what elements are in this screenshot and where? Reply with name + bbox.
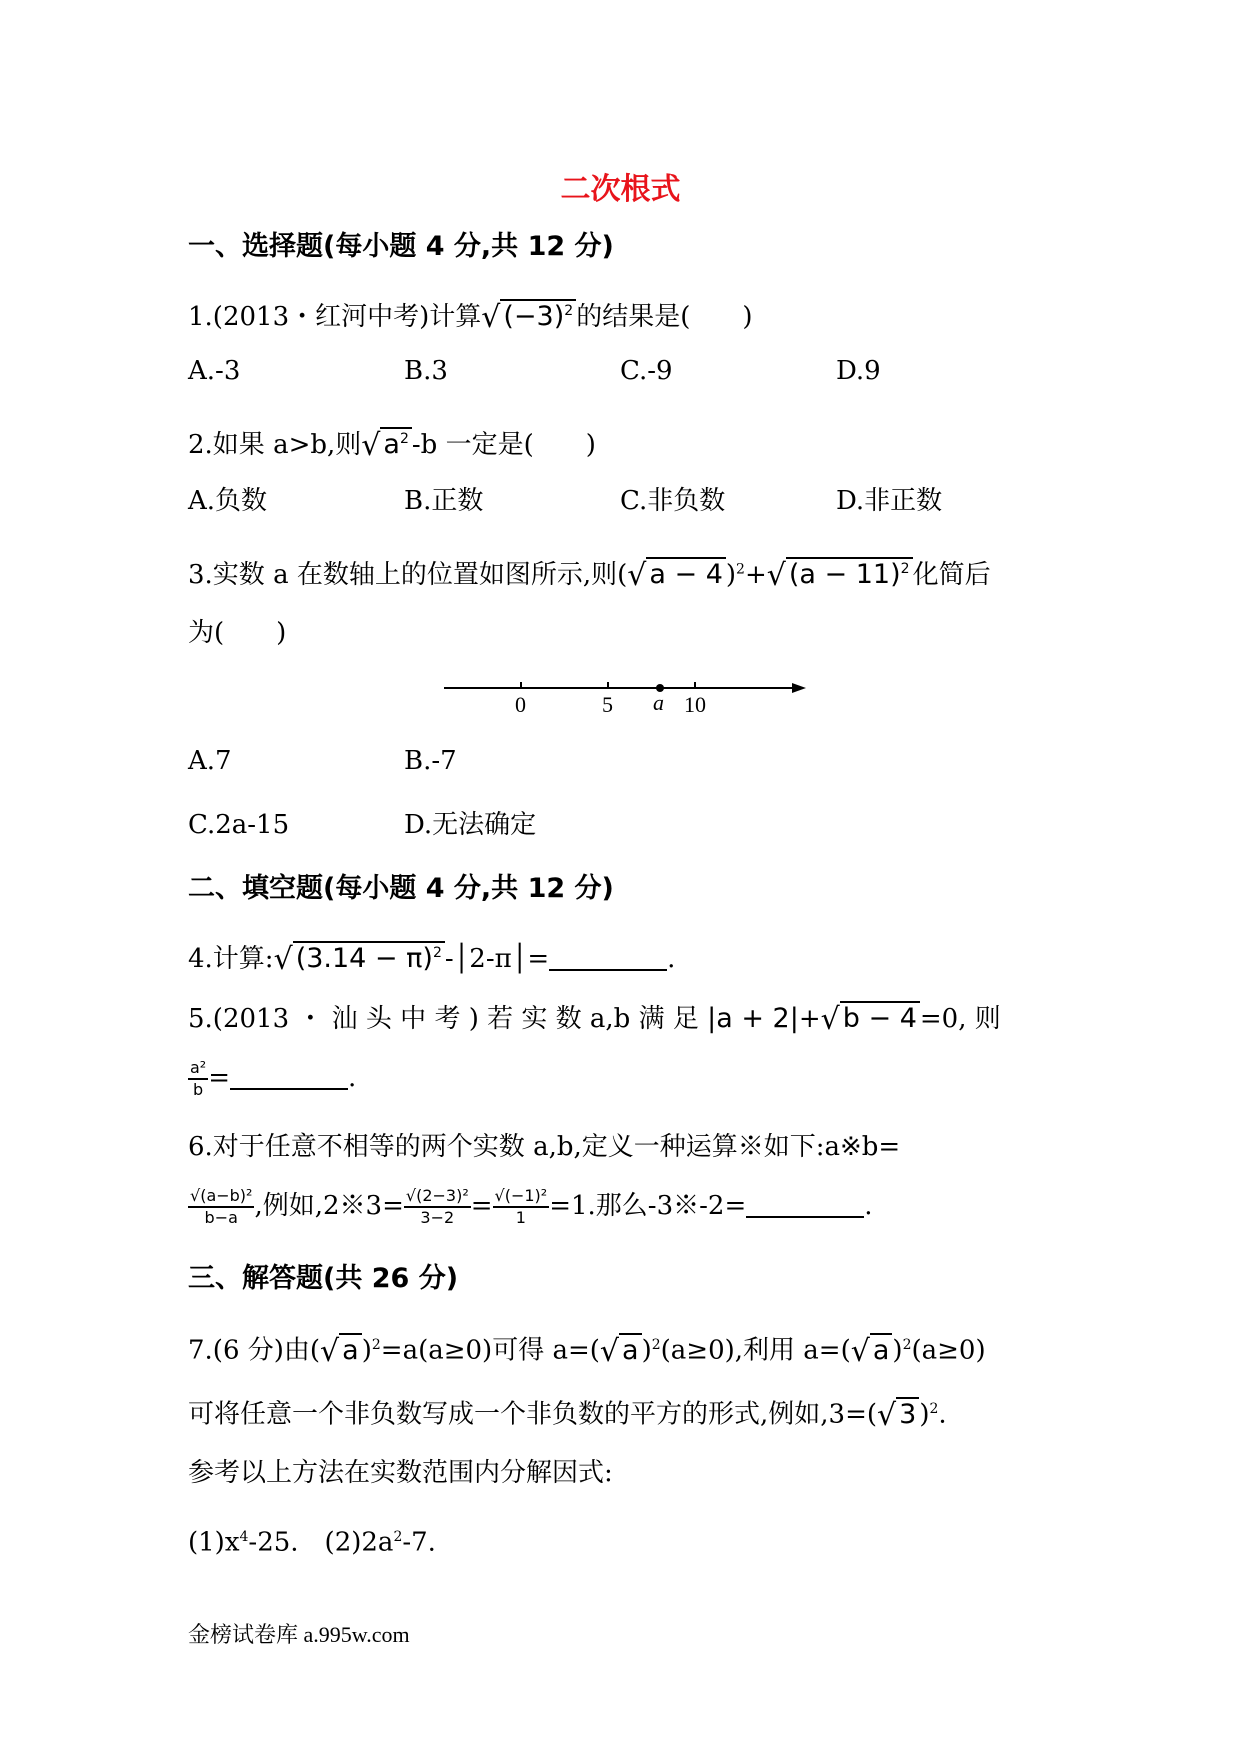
question-7-line-2: 可将任意一个非负数写成一个非负数的平方的形式,例如,3=(√ 3 )$^2$. xyxy=(188,1397,947,1433)
fraction: $\frac{\text{a²}}{b}$ xyxy=(190,1058,207,1099)
radical: √ 3 xyxy=(877,1398,919,1433)
fraction: $\frac{\text{√(2−3)²}}{3-2}$ xyxy=(405,1186,469,1227)
q1-option-c: C.-9 xyxy=(620,356,673,386)
radical: √ b − 4 xyxy=(821,1002,920,1037)
radical: √ $(-3)^2$ xyxy=(481,294,576,335)
q2-option-a: A.负数 xyxy=(188,486,268,516)
point-label-a: a xyxy=(653,690,664,715)
page-title: 二次根式 xyxy=(560,172,681,207)
fraction: $\frac{\text{√(−1)²}}{1}$ xyxy=(494,1186,548,1227)
question-7: 7.(6 分)由(√ a )$^2$=a(a≥0)可得 a=(√ a )$^2$(a≥0),利用 a=(√ a )$^2$(a≥0) xyxy=(188,1333,986,1369)
radical: √ $(a - 11)^2$ xyxy=(767,552,913,593)
question-2: 2.如果 a>b,则√ $a^2$ -b 一定是( ) xyxy=(188,422,596,463)
question-7-line-3: 参考以上方法在实数范围内分解因式: xyxy=(188,1458,613,1488)
q2-option-b: B.正数 xyxy=(404,486,484,516)
radical: √ a xyxy=(600,1334,642,1369)
tick-label-5: 5 xyxy=(602,692,613,717)
question-5-line-2: $\frac{\text{a²}}{b}$ = . xyxy=(190,1058,357,1099)
question-7-line-4: $(1)x^4-25$. $(2)2a^2-7$. xyxy=(188,1527,436,1558)
answer-blank[interactable] xyxy=(746,1192,864,1218)
question-5: 5.(2013 ・ 汕 头 中 考 ) 若 实 数 a,b 满 足 |a + 2|+√ b − 4 =0, 则 xyxy=(188,1002,1001,1037)
answer-blank[interactable] xyxy=(549,945,667,971)
fraction: $\frac{\text{√(a−b)²}}{b-a}$ xyxy=(190,1186,253,1227)
tick-label-0: 0 xyxy=(515,692,526,717)
question-1: 1.(2013・红河中考)计算√ $(-3)^2$ 的结果是( ) xyxy=(188,294,752,335)
radical: √ a − 4 xyxy=(627,558,726,593)
q2-option-c: C.非负数 xyxy=(620,486,726,516)
q3-option-b: B.-7 xyxy=(404,746,457,776)
q1-option-b: B.3 xyxy=(404,356,448,386)
tick-label-10: 10 xyxy=(684,692,706,717)
question-4: 4.计算:√ $(3.14 - \pi)^2$ -│2-π│= . xyxy=(188,936,675,977)
footer-source: 金榜试卷库 a.995w.com xyxy=(188,1622,410,1647)
q1-option-d: D.9 xyxy=(836,356,881,386)
number-line xyxy=(436,668,816,718)
q1-option-a: A.-3 xyxy=(188,356,241,386)
q3-option-d: D.无法确定 xyxy=(404,810,537,840)
section-3-heading: 三、解答题(共 26 分) xyxy=(188,1263,459,1294)
radical: √ a xyxy=(320,1334,362,1369)
radical: √ $(3.14 - \pi)^2$ xyxy=(274,936,445,977)
answer-blank[interactable] xyxy=(230,1064,348,1090)
q3-option-a: A.7 xyxy=(188,746,232,776)
radical: √ $a^2$ xyxy=(361,422,412,463)
q2-option-d: D.非正数 xyxy=(836,486,943,516)
question-3-line-2: 为( ) xyxy=(188,618,287,648)
question-6-line-2: $\frac{\text{√(a−b)²}}{b-a}$ ,例如,2※3= $\frac{\text{√(2−3)²}}{3-2}$ = $\frac{\text{√(−1)²}}{1}$ =1.那么-3※-2= . xyxy=(190,1186,873,1227)
radical: √ a xyxy=(851,1334,893,1369)
section-2-heading: 二、填空题(每小题 4 分,共 12 分) xyxy=(188,873,614,904)
arrow-head xyxy=(792,683,806,693)
q3-option-c: C.2a-15 xyxy=(188,810,290,840)
section-1-heading: 一、选择题(每小题 4 分,共 12 分) xyxy=(188,231,614,262)
question-3: 3.实数 a 在数轴上的位置如图所示,则(√ a − 4 )$^2$+√ $(a - 11)^2$ 化简后 xyxy=(188,552,991,593)
question-6: 6.对于任意不相等的两个实数 a,b,定义一种运算※如下:a※b= xyxy=(188,1132,901,1162)
